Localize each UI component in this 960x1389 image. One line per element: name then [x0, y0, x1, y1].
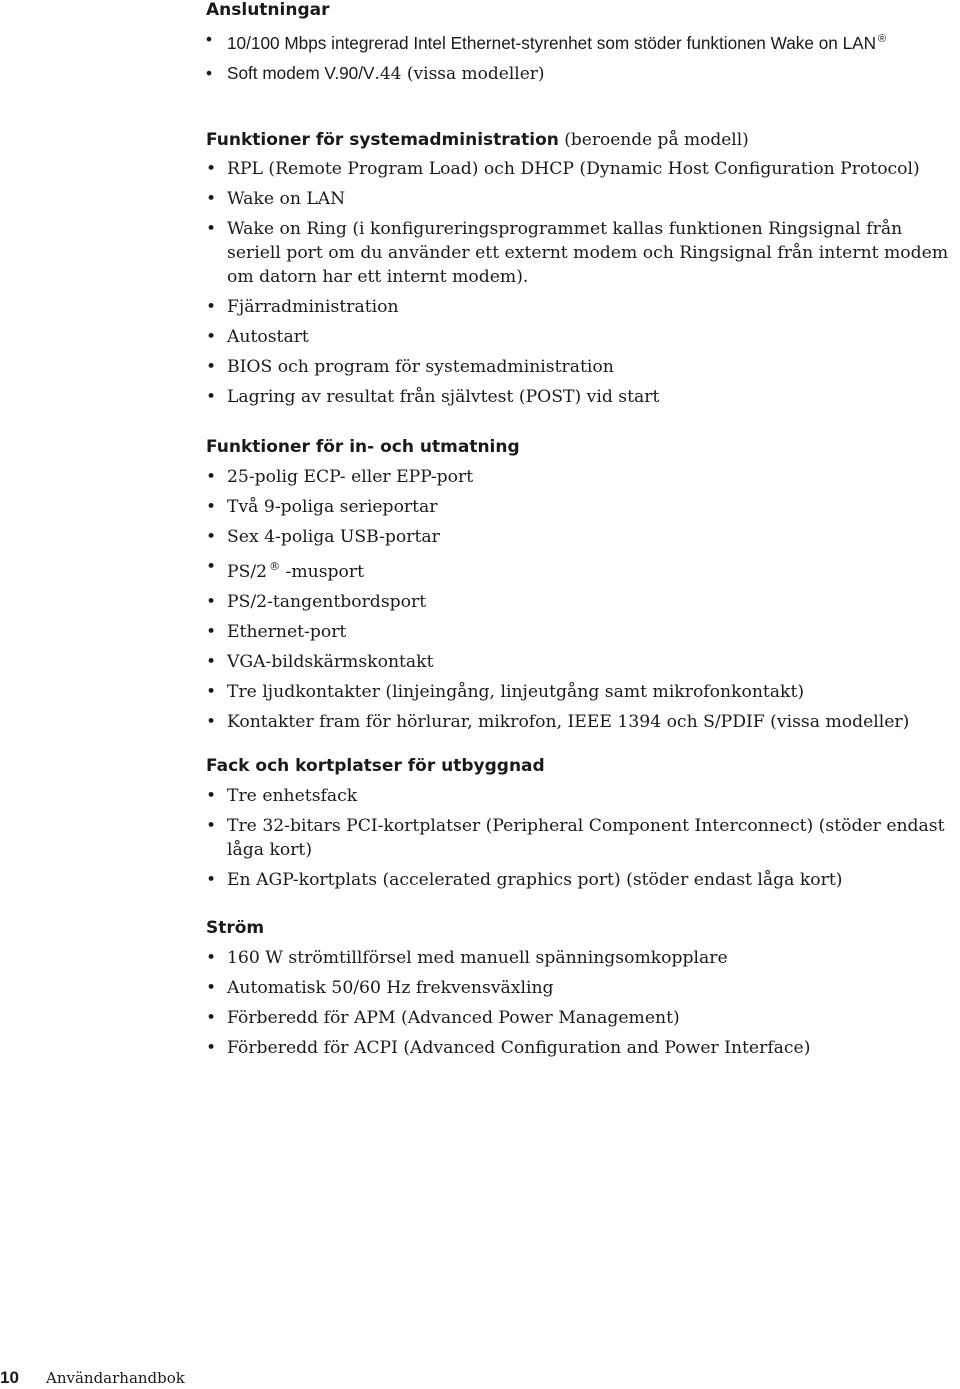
list-item: • Ethernet-port	[206, 620, 958, 644]
list-item: • En AGP-kortplats (accelerated graphics port) (stöder endast låga kort)	[206, 868, 958, 892]
expansion-heading: Fack och kortplatser för utbyggnad	[206, 756, 545, 776]
list-item: • PS/2 ® -musport	[206, 555, 958, 584]
list-item: • BIOS och program för systemadministration	[206, 355, 958, 379]
list-item: • Tre enhetsfack	[206, 784, 958, 808]
list-item: • Autostart	[206, 325, 958, 349]
list-item: • Fjärradministration	[206, 295, 958, 319]
power-list	[206, 940, 958, 1060]
connections-heading: Anslutningar	[206, 0, 330, 20]
list-item: • Tre ljudkontakter (linjeingång, linjeutgång samt mikrofonkontakt)	[206, 680, 958, 704]
list-item: • RPL (Remote Program Load) och DHCP (Dynamic Host Configuration Protocol)	[206, 157, 958, 181]
page-number: 10	[0, 1368, 19, 1387]
io-heading: Funktioner för in- och utmatning	[206, 437, 520, 457]
list-item: • Automatisk 50/60 Hz frekvensväxling	[206, 976, 958, 1000]
list-item: • 160 W strömtillförsel med manuell spänningsomkopplare	[206, 946, 958, 970]
list-item: • Förberedd för APM (Advanced Power Management)	[206, 1006, 958, 1030]
list-item: • VGA-bildskärmskontakt	[206, 650, 958, 674]
footer-title: Användarhandbok	[46, 1369, 185, 1387]
list-item: • Tre 32-bitars PCI-kortplatser (Peripheral Component Interconnect) (stöder endast låga kort)	[206, 814, 958, 862]
list-item: • PS/2-tangentbordsport	[206, 590, 958, 614]
sysadmin-heading: Funktioner för systemadministration (beroende på modell)	[206, 130, 749, 150]
list-item: • Kontakter fram för hörlurar, mikrofon, IEEE 1394 och S/PDIF (vissa modeller)	[206, 710, 958, 734]
list-item: • Två 9-poliga serieportar	[206, 495, 958, 519]
list-item: • 25-polig ECP- eller EPP-port	[206, 465, 958, 489]
list-item: • 10/100 Mbps integrerad Intel Ethernet-styrenhet som stöder funktionen Wake on LAN ®	[206, 27, 958, 55]
io-list	[206, 459, 958, 734]
list-item: • Förberedd för ACPI (Advanced Configuration and Power Interface)	[206, 1036, 958, 1060]
expansion-list	[206, 778, 958, 892]
list-item: • Lagring av resultat från självtest (POST) vid start	[206, 385, 958, 409]
page-footer	[0, 1367, 185, 1389]
sysadmin-list	[206, 153, 958, 409]
list-item: • Wake on Ring (i konfigureringsprogrammet kallas funktionen Ringsignal från seriell port om du använder ett externt modem och Ringsignal från internt modem om datorn har ett internt modem).	[206, 217, 958, 289]
connections-list	[206, 21, 958, 86]
list-item: • Wake on LAN	[206, 187, 958, 211]
list-item: • Soft modem V.90/V.44 (vissa modeller)	[206, 61, 958, 86]
list-item: • Sex 4-poliga USB-portar	[206, 525, 958, 549]
power-heading: Ström	[206, 918, 265, 938]
